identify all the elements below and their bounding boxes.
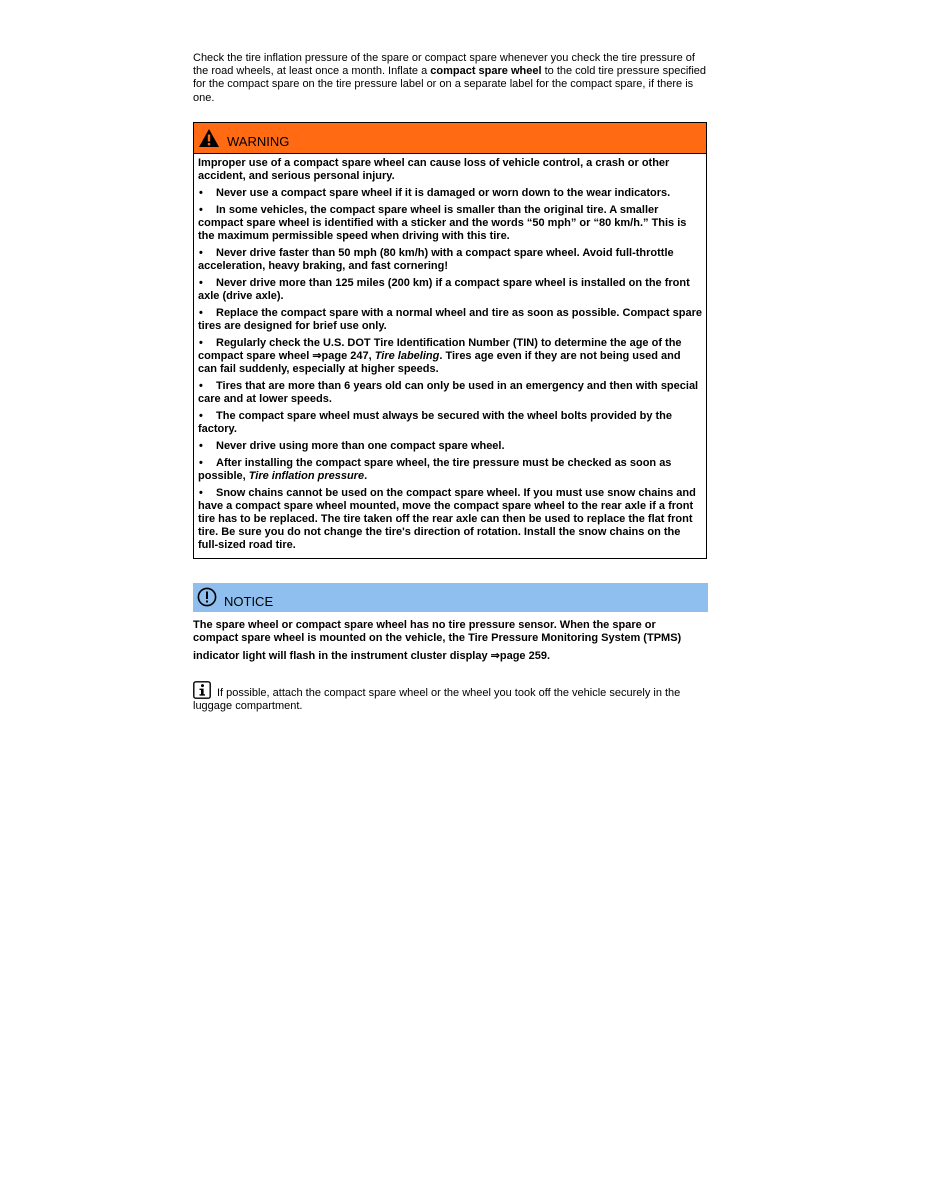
warning-item — [198, 247, 702, 273]
warning-item-text: Replace the compact spare with a normal wheel and tire as soon as possible. Compact spare tires are designed for brief use only. — [198, 307, 702, 332]
warning-item-text: The compact spare wheel must always be secured with the wheel bolts provided by the factory. — [198, 410, 673, 435]
warning-box — [193, 122, 707, 559]
warning-item-text: Tires that are more than 6 years old can only be used in an emergency and then with special care and at lower speeds. — [198, 380, 699, 405]
warning-item — [198, 410, 702, 436]
warning-item-pressure — [198, 457, 702, 483]
info-text: If possible, attach the compact spare wheel or the wheel you took off the vehicle securely in the luggage compartment. — [193, 687, 681, 712]
warning-item-text: . — [364, 470, 368, 482]
info-note — [193, 681, 713, 713]
bullet: • — [199, 337, 203, 349]
notice-header — [193, 583, 708, 612]
tire-labeling-link[interactable]: Tire labeling — [374, 350, 440, 362]
warning-body — [194, 154, 706, 558]
intro-bold-term: compact spare wheel — [430, 65, 542, 78]
warning-item — [198, 277, 702, 303]
warning-item-text: . Tires age even if they are not being used and can fail suddenly, especially at higher speeds. — [198, 350, 681, 375]
warning-item — [198, 380, 702, 406]
bullet: • — [199, 277, 203, 289]
bullet: • — [199, 247, 203, 259]
bullet: • — [199, 440, 203, 452]
warning-triangle-icon — [198, 128, 220, 148]
bullet: • — [199, 410, 203, 422]
info-icon — [193, 681, 211, 699]
exclamation-circle-icon — [197, 587, 217, 607]
warning-item — [198, 204, 702, 243]
notice-title: NOTICE — [224, 594, 274, 609]
warning-item-text: Never use a compact spare wheel if it is damaged or worn down to the wear indicators. — [216, 187, 671, 199]
bullet: • — [199, 487, 203, 499]
notice-body — [193, 619, 713, 663]
bullet: • — [199, 457, 203, 469]
warning-item — [198, 487, 702, 552]
bullet: • — [199, 380, 203, 392]
notice-line: indicator light will flash in the instrument cluster display ⇒page 259. — [193, 650, 551, 662]
bullet: • — [199, 204, 203, 216]
warning-item — [198, 307, 702, 333]
warning-item-text: After installing the compact spare wheel, the tire pressure must be checked as soon as possible, — [198, 457, 672, 482]
warning-item — [198, 440, 702, 453]
warning-item-text: Snow chains cannot be used on the compact spare wheel. If you must use snow chains and have a compact spare wheel mounted, move the compact spare wheel to the rear axle if a front tire has to be replaced. The tire taken off the rear axle can then be used to replace the flat front tire. Be sure you do not change the tire's direction of rotation. Install the snow chains on the full-sized road tire. — [198, 487, 696, 551]
intro-text-after: to the cold tire pressure specified for the compact spare on the tire pressure label or on a separate label for the compact spare, if there is one. — [193, 65, 707, 104]
warning-item-text: In some vehicles, the compact spare wheel is smaller than the original tire. A smaller compact spare wheel is identified with a sticker and the words “50 mph” or “80 km/h.” This is the maximum permissible speed when driving with this tire. — [198, 204, 687, 242]
bullet: • — [199, 187, 203, 199]
notice-line: compact spare wheel is mounted on the vehicle, the Tire Pressure Monitoring System (TPMS) — [193, 632, 682, 644]
tire-inflation-pressure-link[interactable]: Tire inflation pressure — [248, 470, 365, 482]
warning-lead: Improper use of a compact spare wheel can cause loss of vehicle control, a crash or other accident, and serious personal injury. — [198, 157, 670, 182]
warning-title: WARNING — [227, 134, 290, 149]
warning-item-text: Never drive more than 125 miles (200 km) if a compact spare wheel is installed on the front axle (drive axle). — [198, 277, 690, 302]
warning-header — [194, 123, 706, 154]
warning-item-text: Never drive using more than one compact spare wheel. — [216, 440, 505, 452]
warning-item-text: Regularly check the U.S. DOT Tire Identification Number (TIN) to determine the age of the compact spare wheel ⇒page 247, — [198, 337, 682, 362]
warning-item-text: Never drive faster than 50 mph (80 km/h) with a compact spare wheel. Avoid full-throttle acceleration, heavy braking, and fast cornering! — [198, 247, 674, 272]
bullet: • — [199, 307, 203, 319]
notice-line: The spare wheel or compact spare wheel has no tire pressure sensor. When the spare or — [193, 619, 656, 631]
intro-paragraph — [193, 52, 713, 105]
intro-text-before: Check the tire inflation pressure of the spare or compact spare whenever you check the tire pressure of the road wheels, at least once a month. Inflate a — [193, 52, 695, 78]
warning-item-tin — [198, 337, 702, 376]
warning-item — [198, 187, 702, 200]
